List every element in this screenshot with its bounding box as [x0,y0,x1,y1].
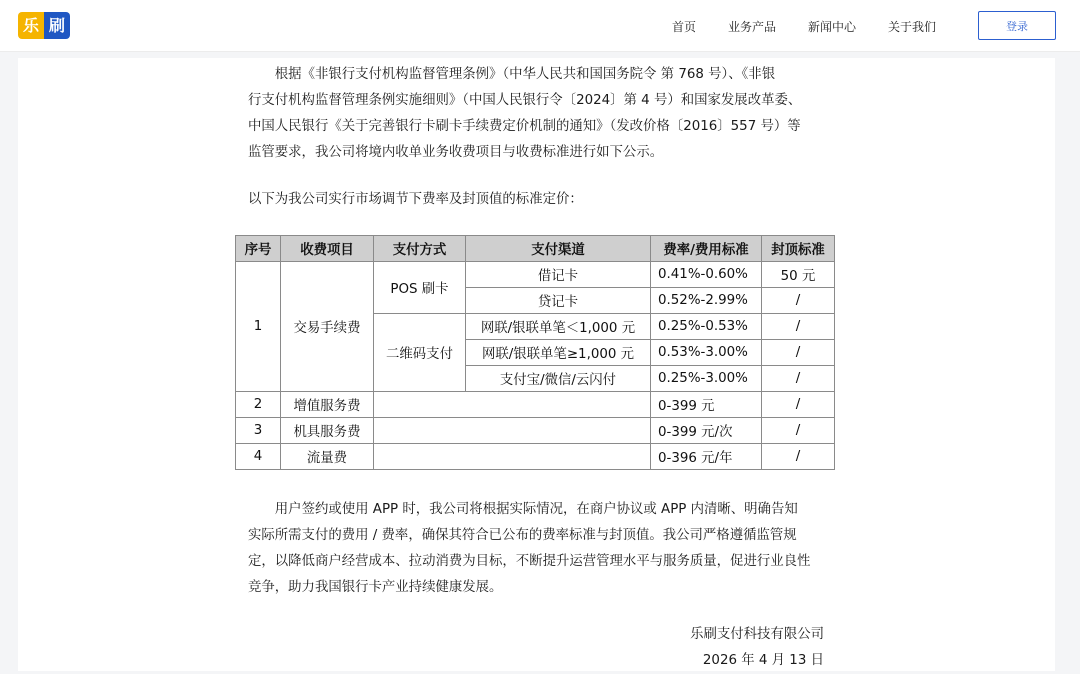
company-name: 乐刷支付科技有限公司 [690,627,824,642]
row-no: 4 [236,444,281,470]
row-item: 机具服务费 [281,418,374,444]
nav-about[interactable]: 关于我们 [888,19,937,34]
table-row [236,262,835,288]
cap-cell: 50 元 [762,262,835,288]
header-no: 序号 [236,236,281,262]
notice-date: 2026 年 4 月 13 日 [702,653,824,668]
para1-line-1: 根据《非银行支付机构监督管理条例》（中华人民共和国国务院令 第 768 号）、《非银 [274,67,776,82]
header-rate: 费率/费用标准 [651,236,762,262]
cap-cell: / [762,418,835,444]
rate-cell: 0.25%-3.00% [651,366,762,392]
channel-cell: 支付宝/微信/云闪付 [466,366,651,392]
channel-cell: 网联/银联单笔≥1,000 元 [466,340,651,366]
channel-cell: 网联/银联单笔＜1,000 元 [466,314,651,340]
header-cap: 封顶标准 [762,236,835,262]
rate-cell: 0-399 元/次 [651,418,762,444]
cap-cell: / [762,340,835,366]
qr-method: 二维码支付 [374,314,466,392]
row1-item: 交易手续费 [281,262,374,392]
closing-line-1: 用户签约或使用 APP 时，我公司将根据实际情况，在商户协议或 APP 内清晰、明确告知 [274,502,798,517]
empty-cell [374,418,651,444]
channel-cell: 借记卡 [466,262,651,288]
lepos-logo[interactable] [18,12,70,39]
para1-line-3: 中国人民银行《关于完善银行卡刷卡手续费定价机制的通知》（发改价格〔2016〕557 号）等 [248,119,801,134]
fee-table [235,235,835,470]
notice-paragraph-2 [248,497,828,601]
table-row [236,444,835,470]
row-item: 增值服务费 [281,392,374,418]
cap-cell: / [762,444,835,470]
cap-cell: / [762,288,835,314]
logo-char-le: 乐 [18,12,44,39]
closing-line-2: 实际所需支付的费用 / 费率，确保其符合已公布的费率标准与封顶值。我公司严格遵循监管规 [248,528,797,543]
row1-no: 1 [236,262,281,392]
rate-cell: 0.53%-3.00% [651,340,762,366]
row-no: 3 [236,418,281,444]
row-no: 2 [236,392,281,418]
cap-cell: / [762,314,835,340]
signature-block [690,622,824,674]
para1-line-4: 监管要求，我公司将境内收单业务收费项目与收费标准进行如下公示。 [248,145,664,160]
rate-cell: 0.25%-0.53% [651,314,762,340]
logo-char-shua: 刷 [44,12,70,39]
header-method: 支付方式 [374,236,466,262]
row-item: 流量费 [281,444,374,470]
main-nav [672,0,968,52]
rate-cell: 0-396 元/年 [651,444,762,470]
empty-cell [374,392,651,418]
rate-cell: 0-399 元 [651,392,762,418]
header-item: 收费项目 [281,236,374,262]
header-channel: 支付渠道 [466,236,651,262]
para1-line-2: 行支付机构监督管理条例实施细则》（中国人民银行令〔2024〕第 4 号）和国家发展改革委、 [248,93,802,108]
rate-cell: 0.41%-0.60% [651,262,762,288]
table-row [236,392,835,418]
top-navigation-bar [0,0,1080,52]
pos-method: POS 刷卡 [374,262,466,314]
nav-products[interactable]: 业务产品 [728,19,777,34]
login-button[interactable]: 登录 [978,11,1056,40]
empty-cell [374,444,651,470]
table-header-row [236,236,835,262]
closing-line-3: 定，以降低商户经营成本、拉动消费为目标，不断提升运营管理水平与服务质量，促进行业良性 [248,554,811,569]
channel-cell: 贷记卡 [466,288,651,314]
closing-line-4: 竞争，助力我国银行卡产业持续健康发展。 [248,580,503,595]
table-row [236,418,835,444]
cap-cell: / [762,366,835,392]
notice-paragraph-1 [248,62,828,166]
rate-cell: 0.52%-2.99% [651,288,762,314]
nav-news[interactable]: 新闻中心 [808,19,857,34]
table-intro: 以下为我公司实行市场调节下费率及封顶值的标准定价： [248,192,583,207]
nav-home[interactable]: 首页 [672,19,697,34]
cap-cell: / [762,392,835,418]
